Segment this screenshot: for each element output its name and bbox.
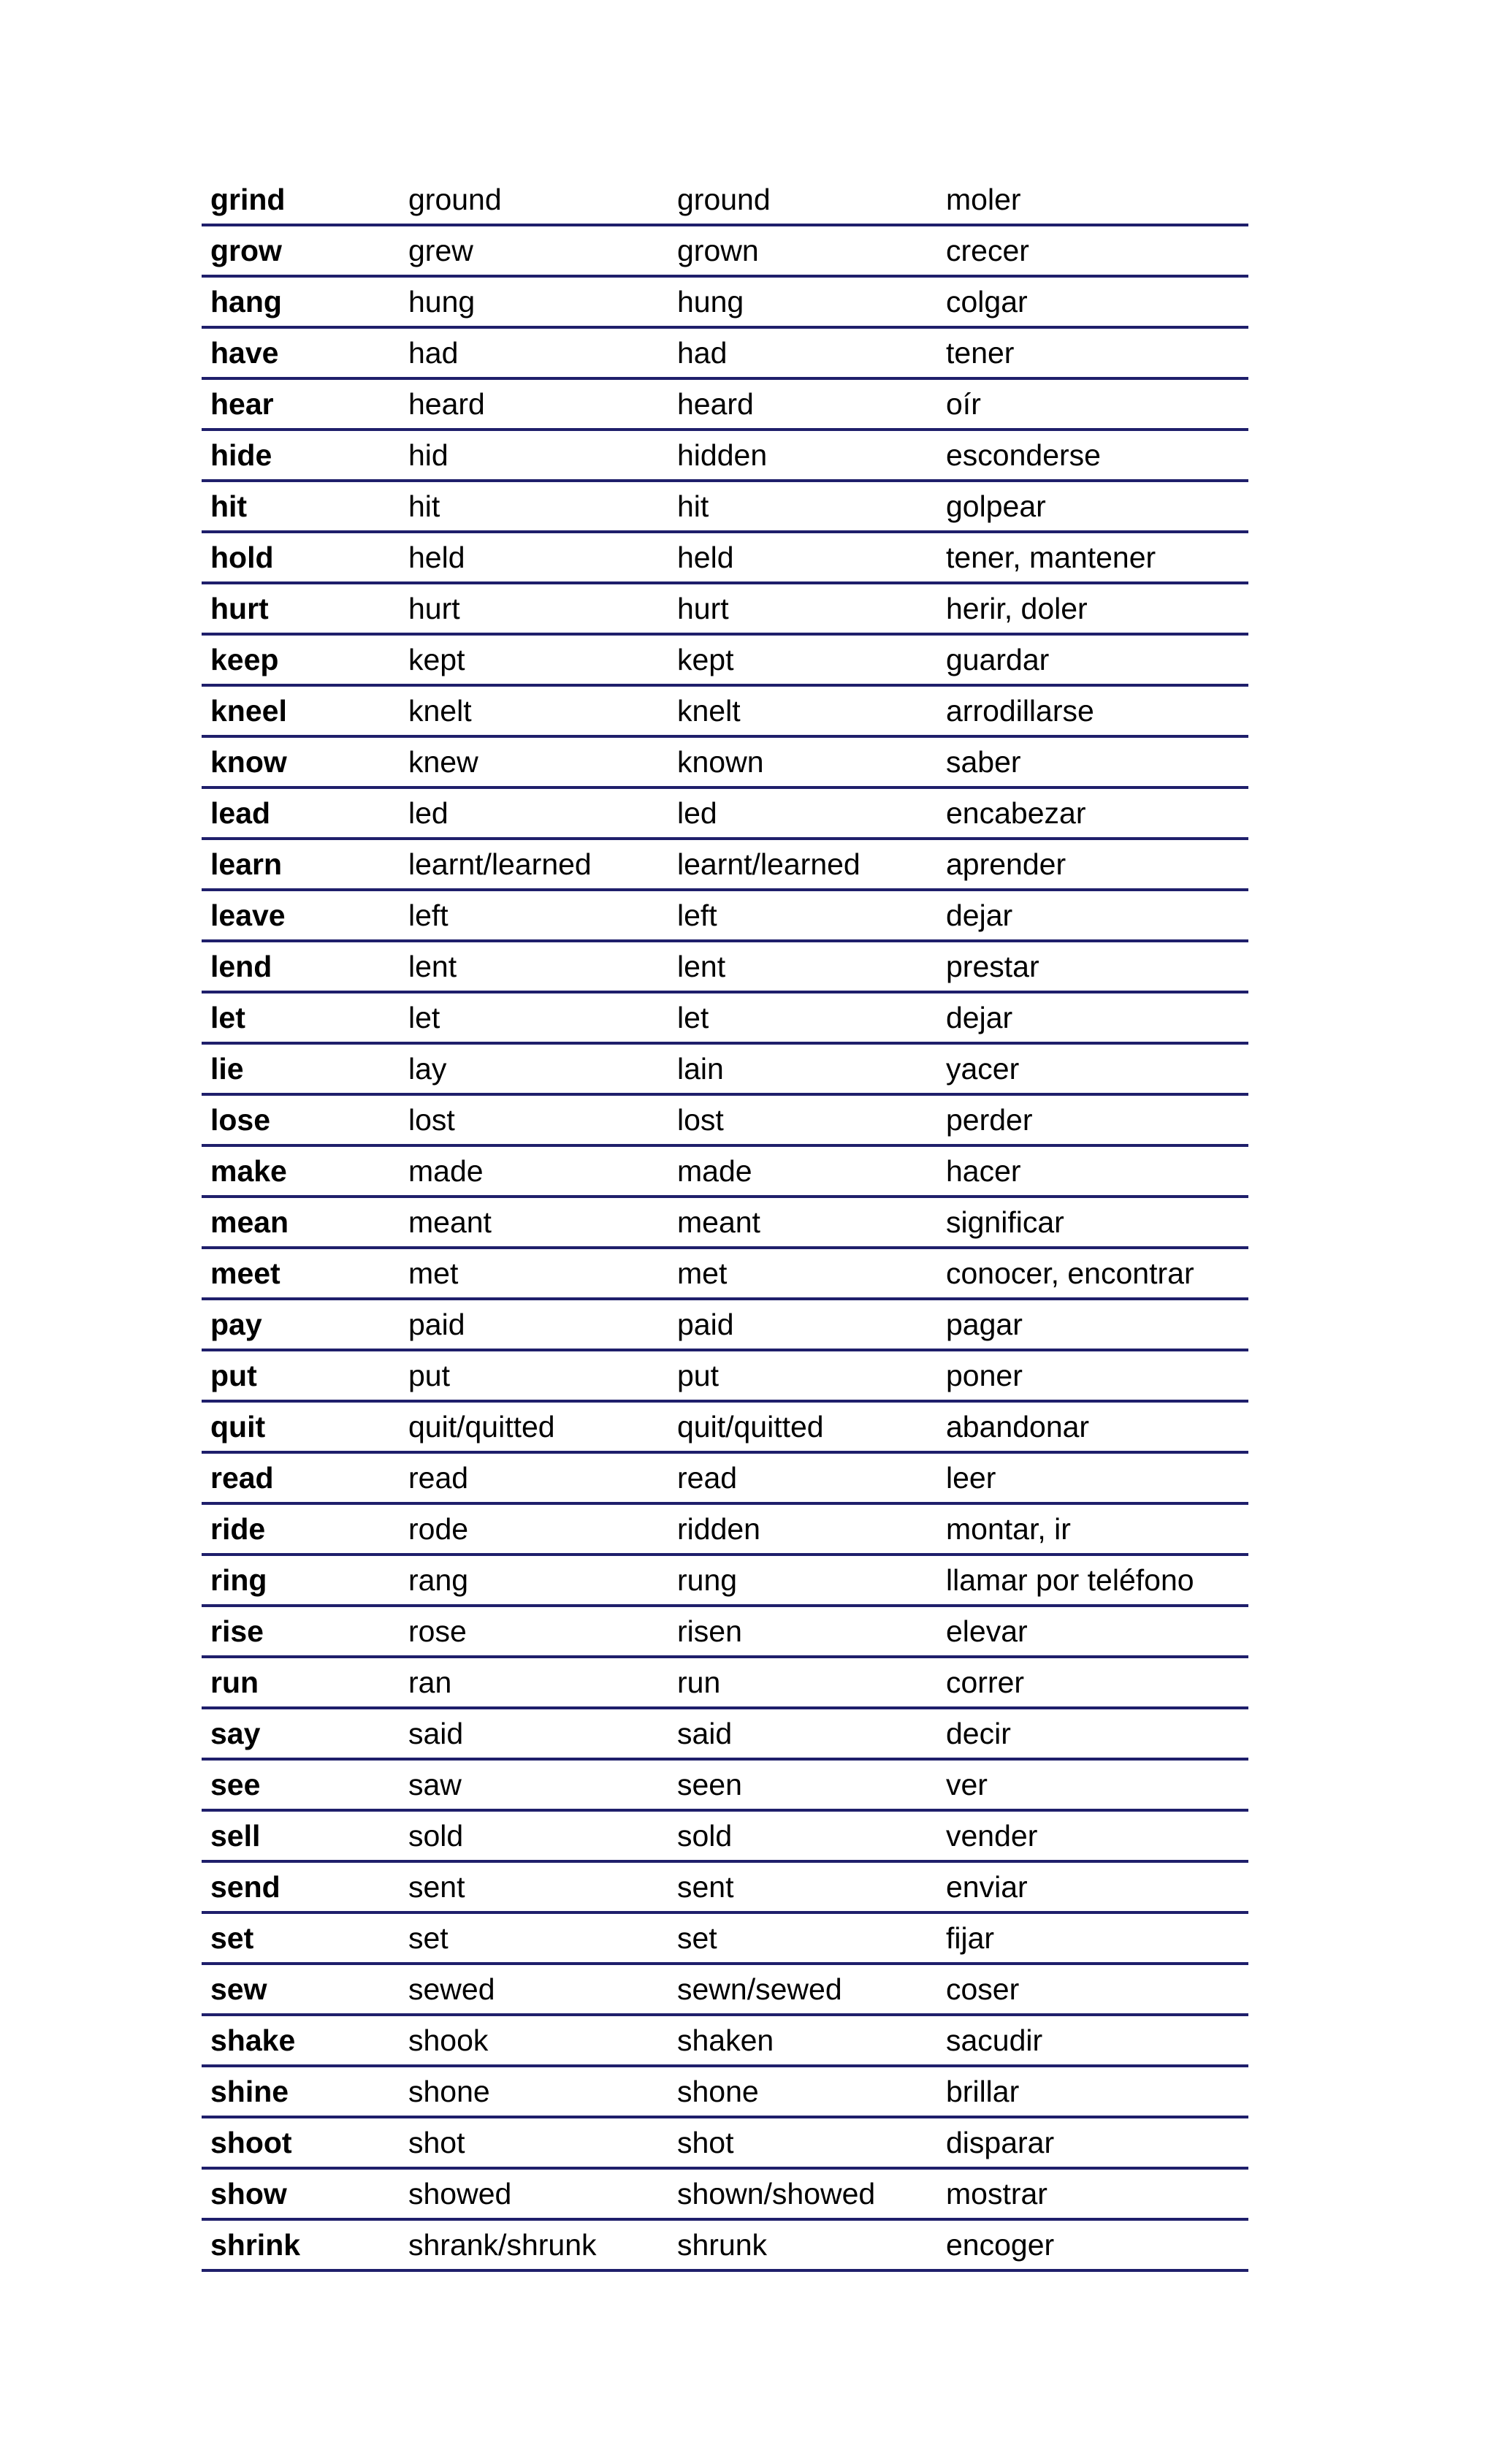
verb-base-form: shake — [210, 2024, 296, 2057]
verb-base-form: shine — [210, 2075, 289, 2108]
verb-past-simple: shone — [408, 2075, 490, 2108]
table-row — [202, 226, 1248, 278]
verb-spanish-meaning: montar, ir — [946, 1512, 1071, 1546]
verb-past-participle: shone — [677, 2075, 759, 2108]
verb-base-form: set — [210, 1921, 254, 1955]
table-row — [202, 431, 1248, 482]
verb-spanish-meaning: enviar — [946, 1870, 1028, 1904]
verb-past-simple: made — [408, 1154, 484, 1188]
verb-past-participle: kept — [677, 643, 734, 676]
verb-past-simple: knelt — [408, 694, 472, 728]
verb-past-participle: heard — [677, 387, 754, 421]
verb-past-simple: hurt — [408, 592, 460, 625]
verb-spanish-meaning: decir — [946, 1717, 1011, 1750]
verb-past-participle: led — [677, 796, 717, 830]
verb-past-participle: lain — [677, 1052, 724, 1086]
verb-past-participle: had — [677, 336, 728, 370]
verb-past-simple: held — [408, 541, 465, 574]
verb-past-participle: made — [677, 1154, 752, 1188]
verb-past-simple: sent — [408, 1870, 465, 1904]
table-row — [202, 1556, 1248, 1607]
verb-spanish-meaning: dejar — [946, 1001, 1013, 1034]
verb-base-form: read — [210, 1461, 274, 1495]
verb-past-simple: learnt/learned — [408, 847, 592, 881]
verb-spanish-meaning: coser — [946, 1972, 1020, 2006]
verb-spanish-meaning: significar — [946, 1205, 1064, 1239]
table-row — [202, 993, 1248, 1045]
verb-spanish-meaning: herir, doler — [946, 592, 1088, 625]
verb-past-simple: hid — [408, 438, 449, 472]
table-row — [202, 1198, 1248, 1249]
verb-past-simple: lost — [408, 1103, 455, 1137]
table-row — [202, 1300, 1248, 1351]
verb-past-simple: hit — [408, 489, 440, 523]
verb-spanish-meaning: correr — [946, 1666, 1025, 1699]
table-row — [202, 2170, 1248, 2221]
verb-base-form: let — [210, 1001, 245, 1034]
verb-spanish-meaning: guardar — [946, 643, 1050, 676]
verb-past-participle: seen — [677, 1768, 742, 1801]
verb-base-form: mean — [210, 1205, 289, 1239]
verb-past-participle: put — [677, 1359, 719, 1392]
table-row — [202, 2118, 1248, 2170]
table-row — [202, 1249, 1248, 1300]
table-row — [202, 1709, 1248, 1761]
table-row — [202, 1505, 1248, 1556]
verb-base-form: meet — [210, 1256, 280, 1290]
irregular-verbs-table — [202, 175, 1248, 2272]
verb-base-form: sell — [210, 1819, 261, 1853]
verb-spanish-meaning: pagar — [946, 1308, 1023, 1341]
table-row — [202, 2067, 1248, 2118]
verb-base-form: send — [210, 1870, 280, 1904]
verb-spanish-meaning: encoger — [946, 2228, 1055, 2262]
table-row — [202, 1045, 1248, 1096]
verb-base-form: shrink — [210, 2228, 301, 2262]
verb-past-participle: held — [677, 541, 734, 574]
table-row — [202, 942, 1248, 993]
verb-past-participle: ground — [677, 183, 771, 216]
verb-spanish-meaning: mostrar — [946, 2177, 1047, 2211]
table-row — [202, 1761, 1248, 1812]
verb-spanish-meaning: yacer — [946, 1052, 1020, 1086]
verb-past-participle: hung — [677, 285, 744, 319]
table-row — [202, 1607, 1248, 1658]
verb-base-form: know — [210, 745, 287, 779]
table-row — [202, 738, 1248, 789]
verb-past-participle: shrunk — [677, 2228, 768, 2262]
verb-past-participle: known — [677, 745, 764, 779]
verb-spanish-meaning: poner — [946, 1359, 1023, 1392]
verb-spanish-meaning: vender — [946, 1819, 1038, 1853]
verb-past-participle: sold — [677, 1819, 733, 1853]
verb-past-participle: shaken — [677, 2024, 774, 2057]
verb-base-form: lead — [210, 796, 271, 830]
verb-base-form: have — [210, 336, 279, 370]
verb-past-simple: ground — [408, 183, 502, 216]
table-row — [202, 636, 1248, 687]
verb-base-form: make — [210, 1154, 287, 1188]
verb-past-simple: rose — [408, 1614, 467, 1648]
table-row — [202, 2016, 1248, 2067]
verb-past-simple: had — [408, 336, 459, 370]
table-row — [202, 687, 1248, 738]
verb-spanish-meaning: arrodillarse — [946, 694, 1094, 728]
verb-past-simple: rode — [408, 1512, 469, 1546]
verb-base-form: ride — [210, 1512, 266, 1546]
verb-past-simple: heard — [408, 387, 485, 421]
verb-base-form: show — [210, 2177, 287, 2211]
table-row — [202, 329, 1248, 380]
verb-past-participle: said — [677, 1717, 733, 1750]
verb-past-simple: knew — [408, 745, 478, 779]
verb-past-simple: put — [408, 1359, 450, 1392]
verb-past-participle: met — [677, 1256, 728, 1290]
table-row — [202, 482, 1248, 533]
verb-base-form: keep — [210, 643, 279, 676]
verb-past-simple: read — [408, 1461, 469, 1495]
verb-past-participle: knelt — [677, 694, 741, 728]
verb-base-form: hold — [210, 541, 274, 574]
verb-spanish-meaning: tener — [946, 336, 1015, 370]
verb-spanish-meaning: conocer, encontrar — [946, 1256, 1194, 1290]
verb-past-simple: shrank/shrunk — [408, 2228, 597, 2262]
verb-spanish-meaning: leer — [946, 1461, 996, 1495]
verb-spanish-meaning: encabezar — [946, 796, 1086, 830]
verb-past-participle: hidden — [677, 438, 768, 472]
verb-spanish-meaning: colgar — [946, 285, 1028, 319]
table-row — [202, 1351, 1248, 1403]
verb-base-form: hurt — [210, 592, 269, 625]
verb-base-form: grow — [210, 234, 282, 267]
verb-spanish-meaning: aprender — [946, 847, 1066, 881]
verb-spanish-meaning: saber — [946, 745, 1021, 779]
verb-past-participle: ridden — [677, 1512, 760, 1546]
verb-base-form: hide — [210, 438, 272, 472]
verb-base-form: lie — [210, 1052, 244, 1086]
verb-past-participle: grown — [677, 234, 759, 267]
verb-spanish-meaning: crecer — [946, 234, 1029, 267]
verb-spanish-meaning: sacudir — [946, 2024, 1043, 2057]
table-row — [202, 380, 1248, 431]
verb-past-simple: left — [408, 899, 449, 932]
verb-base-form: lose — [210, 1103, 271, 1137]
verb-spanish-meaning: abandonar — [946, 1410, 1090, 1443]
verb-spanish-meaning: golpear — [946, 489, 1046, 523]
verb-spanish-meaning: brillar — [946, 2075, 1020, 2108]
verb-spanish-meaning: perder — [946, 1103, 1033, 1137]
verb-base-form: see — [210, 1768, 261, 1801]
verb-spanish-meaning: hacer — [946, 1154, 1021, 1188]
verb-base-form: say — [210, 1717, 261, 1750]
verb-past-participle: let — [677, 1001, 709, 1034]
verb-past-simple: let — [408, 1001, 440, 1034]
verb-base-form: leave — [210, 899, 286, 932]
table-row — [202, 2221, 1248, 2272]
verb-past-simple: rang — [408, 1563, 469, 1597]
verb-past-simple: grew — [408, 234, 473, 267]
verb-base-form: lend — [210, 950, 272, 983]
verb-past-participle: hit — [677, 489, 709, 523]
verb-past-participle: lent — [677, 950, 726, 983]
verb-past-simple: paid — [408, 1308, 465, 1341]
verb-past-simple: said — [408, 1717, 464, 1750]
verb-past-simple: ran — [408, 1666, 452, 1699]
verb-past-participle: quit/quitted — [677, 1410, 824, 1443]
verb-past-participle: shown/showed — [677, 2177, 876, 2211]
verb-past-simple: saw — [408, 1768, 462, 1801]
verb-base-form: hit — [210, 489, 248, 523]
verb-past-simple: quit/quitted — [408, 1410, 555, 1443]
verb-base-form: kneel — [210, 694, 287, 728]
verb-spanish-meaning: prestar — [946, 950, 1039, 983]
table-row — [202, 891, 1248, 942]
verb-past-simple: kept — [408, 643, 465, 676]
verb-past-simple: sold — [408, 1819, 464, 1853]
table-row — [202, 1812, 1248, 1863]
table-row — [202, 584, 1248, 636]
verb-base-form: quit — [210, 1410, 266, 1443]
verb-base-form: run — [210, 1666, 259, 1699]
table-row — [202, 1863, 1248, 1914]
verb-spanish-meaning: llamar por teléfono — [946, 1563, 1194, 1597]
table-row — [202, 789, 1248, 840]
table-row — [202, 1403, 1248, 1454]
verb-past-participle: shot — [677, 2126, 734, 2159]
verb-past-participle: sewn/sewed — [677, 1972, 842, 2006]
table-row — [202, 533, 1248, 584]
verb-base-form: rise — [210, 1614, 264, 1648]
verb-past-simple: showed — [408, 2177, 512, 2211]
verb-spanish-meaning: esconderse — [946, 438, 1101, 472]
verb-past-participle: hurt — [677, 592, 729, 625]
verb-past-participle: risen — [677, 1614, 742, 1648]
verb-past-simple: sewed — [408, 1972, 495, 2006]
verb-spanish-meaning: ver — [946, 1768, 988, 1801]
verb-past-simple: lay — [408, 1052, 447, 1086]
verb-spanish-meaning: oír — [946, 387, 981, 421]
verb-spanish-meaning: dejar — [946, 899, 1013, 932]
verb-past-participle: learnt/learned — [677, 847, 860, 881]
verb-past-participle: paid — [677, 1308, 734, 1341]
verb-base-form: sew — [210, 1972, 267, 2006]
verb-past-participle: set — [677, 1921, 717, 1955]
verb-past-simple: led — [408, 796, 449, 830]
verb-spanish-meaning: fijar — [946, 1921, 995, 1955]
verb-past-simple: shook — [408, 2024, 489, 2057]
verb-base-form: hang — [210, 285, 282, 319]
verb-spanish-meaning: moler — [946, 183, 1021, 216]
table-row — [202, 278, 1248, 329]
table-row — [202, 1914, 1248, 1965]
verb-past-simple: shot — [408, 2126, 465, 2159]
verb-base-form: grind — [210, 183, 286, 216]
table-row — [202, 1096, 1248, 1147]
verb-spanish-meaning: disparar — [946, 2126, 1055, 2159]
verb-base-form: learn — [210, 847, 282, 881]
verb-past-simple: lent — [408, 950, 457, 983]
verb-base-form: put — [210, 1359, 257, 1392]
verb-spanish-meaning: tener, mantener — [946, 541, 1156, 574]
verb-past-simple: set — [408, 1921, 449, 1955]
table-row — [202, 840, 1248, 891]
verb-past-simple: met — [408, 1256, 459, 1290]
verb-spanish-meaning: elevar — [946, 1614, 1028, 1648]
table-row — [202, 1147, 1248, 1198]
verb-past-simple: hung — [408, 285, 476, 319]
verb-past-participle: meant — [677, 1205, 760, 1239]
verb-base-form: pay — [210, 1308, 262, 1341]
verb-past-participle: run — [677, 1666, 721, 1699]
verb-base-form: shoot — [210, 2126, 292, 2159]
table-row — [202, 175, 1248, 226]
verb-past-participle: sent — [677, 1870, 734, 1904]
verb-past-simple: meant — [408, 1205, 492, 1239]
verb-base-form: ring — [210, 1563, 267, 1597]
verb-past-participle: left — [677, 899, 717, 932]
table-row — [202, 1965, 1248, 2016]
table-row — [202, 1658, 1248, 1709]
table-row — [202, 1454, 1248, 1505]
verb-past-participle: lost — [677, 1103, 724, 1137]
verb-past-participle: read — [677, 1461, 738, 1495]
verb-base-form: hear — [210, 387, 274, 421]
verb-past-participle: rung — [677, 1563, 738, 1597]
